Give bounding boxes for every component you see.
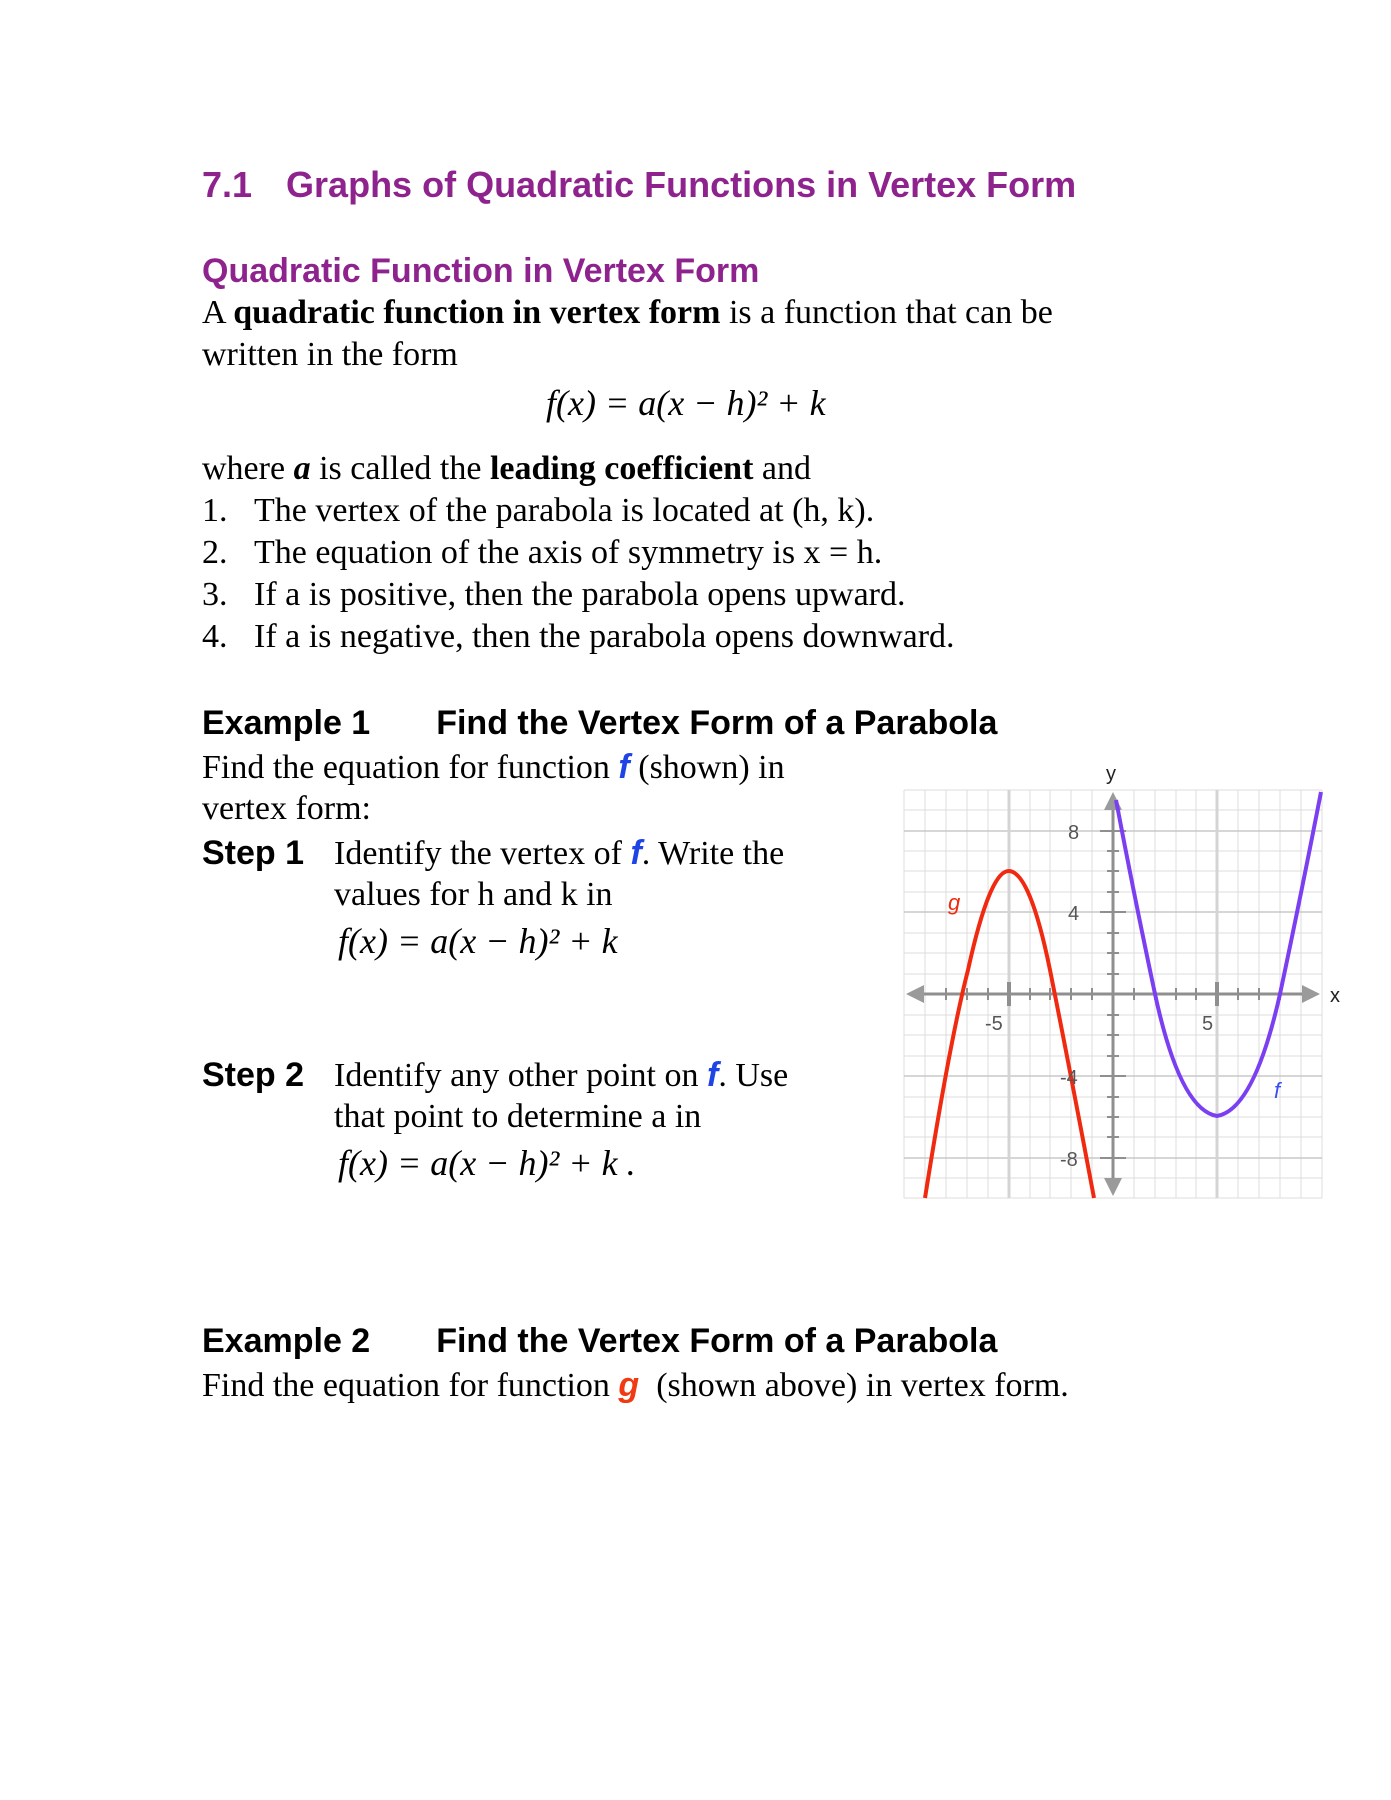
step2-prefix: Identify any other point on xyxy=(334,1057,707,1094)
intro-prefix: A xyxy=(202,294,234,331)
section-title-text: Graphs of Quadratic Functions in Vertex Form xyxy=(286,164,1077,205)
step1-suffix: . Write the xyxy=(641,835,785,872)
list-text: If a is negative, then the parabola opens downward. xyxy=(254,618,955,655)
list-text: The vertex of the parabola is located at (h, k). xyxy=(254,492,875,529)
example1-prompt-line2: vertex form: xyxy=(202,790,371,827)
list-text: The equation of the axis of symmetry is x = h. xyxy=(254,534,883,571)
prompt-suffix: (shown) in xyxy=(629,749,785,786)
prompt-prefix: Find the equation for function xyxy=(202,749,619,786)
x-tick-label-5: 5 xyxy=(1202,1013,1214,1035)
example2-label: Example 2 xyxy=(202,1322,371,1360)
step1-label: Step 1 xyxy=(202,834,305,872)
x-axis-arrow-left xyxy=(906,985,924,1003)
list-item xyxy=(202,616,955,658)
prompt-suffix: (shown above) in vertex form. xyxy=(639,1367,1069,1404)
y-axis-arrow-down xyxy=(1104,1178,1122,1196)
y-tick-label-neg8: -8 xyxy=(1060,1149,1078,1171)
step2-formula: f(x) = a(x − h)² + k . xyxy=(338,1143,636,1183)
step1-line2: values for h and k in xyxy=(334,876,613,913)
function-f-label: f xyxy=(618,748,630,786)
step1-formula: f(x) = a(x − h)² + k xyxy=(338,921,618,961)
step2-line1 xyxy=(334,1054,788,1097)
example2-heading xyxy=(202,1322,997,1361)
list-item xyxy=(202,574,955,616)
y-tick-label-8: 8 xyxy=(1068,822,1080,844)
section-title xyxy=(202,164,1076,206)
example1-heading xyxy=(202,704,997,743)
example1-label: Example 1 xyxy=(202,704,371,742)
list-number: 3. xyxy=(202,576,228,613)
list-item xyxy=(202,532,955,574)
y-tick-label-neg4: -4 xyxy=(1060,1067,1078,1089)
list-number: 1. xyxy=(202,492,228,529)
example2-prompt xyxy=(202,1364,1069,1407)
function-f-label: f xyxy=(706,1056,719,1094)
list-number: 4. xyxy=(202,618,228,655)
prompt-prefix: Find the equation for function xyxy=(202,1367,619,1404)
axes xyxy=(914,800,1312,1188)
x-axis-label: x xyxy=(1330,985,1340,1007)
step2-label: Step 2 xyxy=(202,1056,305,1094)
curve-label-g: g xyxy=(948,890,961,915)
parabola-graph xyxy=(880,740,1340,1200)
where-line xyxy=(202,448,811,490)
list-text: If a is positive, then the parabola opens upward. xyxy=(254,576,906,613)
step2-line2: that point to determine a in xyxy=(334,1098,702,1135)
example2-title: Find the Vertex Form of a Parabola xyxy=(436,1322,998,1360)
definition-intro xyxy=(202,292,1053,334)
function-f-label: f xyxy=(630,834,642,872)
function-g-label: g xyxy=(618,1366,640,1404)
where-suffix: and xyxy=(753,450,811,487)
property-list xyxy=(202,490,955,658)
section-number: 7.1 xyxy=(202,164,253,205)
example1-prompt xyxy=(202,746,785,789)
intro-bold-term: quadratic function in vertex form xyxy=(233,294,721,331)
y-axis-label: y xyxy=(1106,763,1116,785)
definition-heading: Quadratic Function in Vertex Form xyxy=(202,252,760,290)
where-prefix: where xyxy=(202,450,294,487)
intro-suffix: is a function that can be xyxy=(720,294,1053,331)
x-axis-arrow-right xyxy=(1302,985,1320,1003)
x-tick-label-neg5: -5 xyxy=(985,1013,1003,1035)
y-tick-label-4: 4 xyxy=(1068,903,1080,925)
step2-suffix: . Use xyxy=(718,1057,789,1094)
list-item xyxy=(202,490,955,532)
definition-intro-line2: written in the form xyxy=(202,336,458,373)
where-mid: is called the xyxy=(310,450,490,487)
where-var: a xyxy=(293,450,311,487)
list-number: 2. xyxy=(202,534,228,571)
vertex-form-formula xyxy=(546,382,826,424)
step1-line1 xyxy=(334,832,784,875)
formula-text: f(x) = a(x − h)² + k xyxy=(546,383,826,423)
step1-prefix: Identify the vertex of xyxy=(334,835,631,872)
where-bold: leading coefficient xyxy=(489,450,754,487)
example1-title: Find the Vertex Form of a Parabola xyxy=(436,704,998,742)
curve-label-f: f xyxy=(1274,1078,1281,1103)
